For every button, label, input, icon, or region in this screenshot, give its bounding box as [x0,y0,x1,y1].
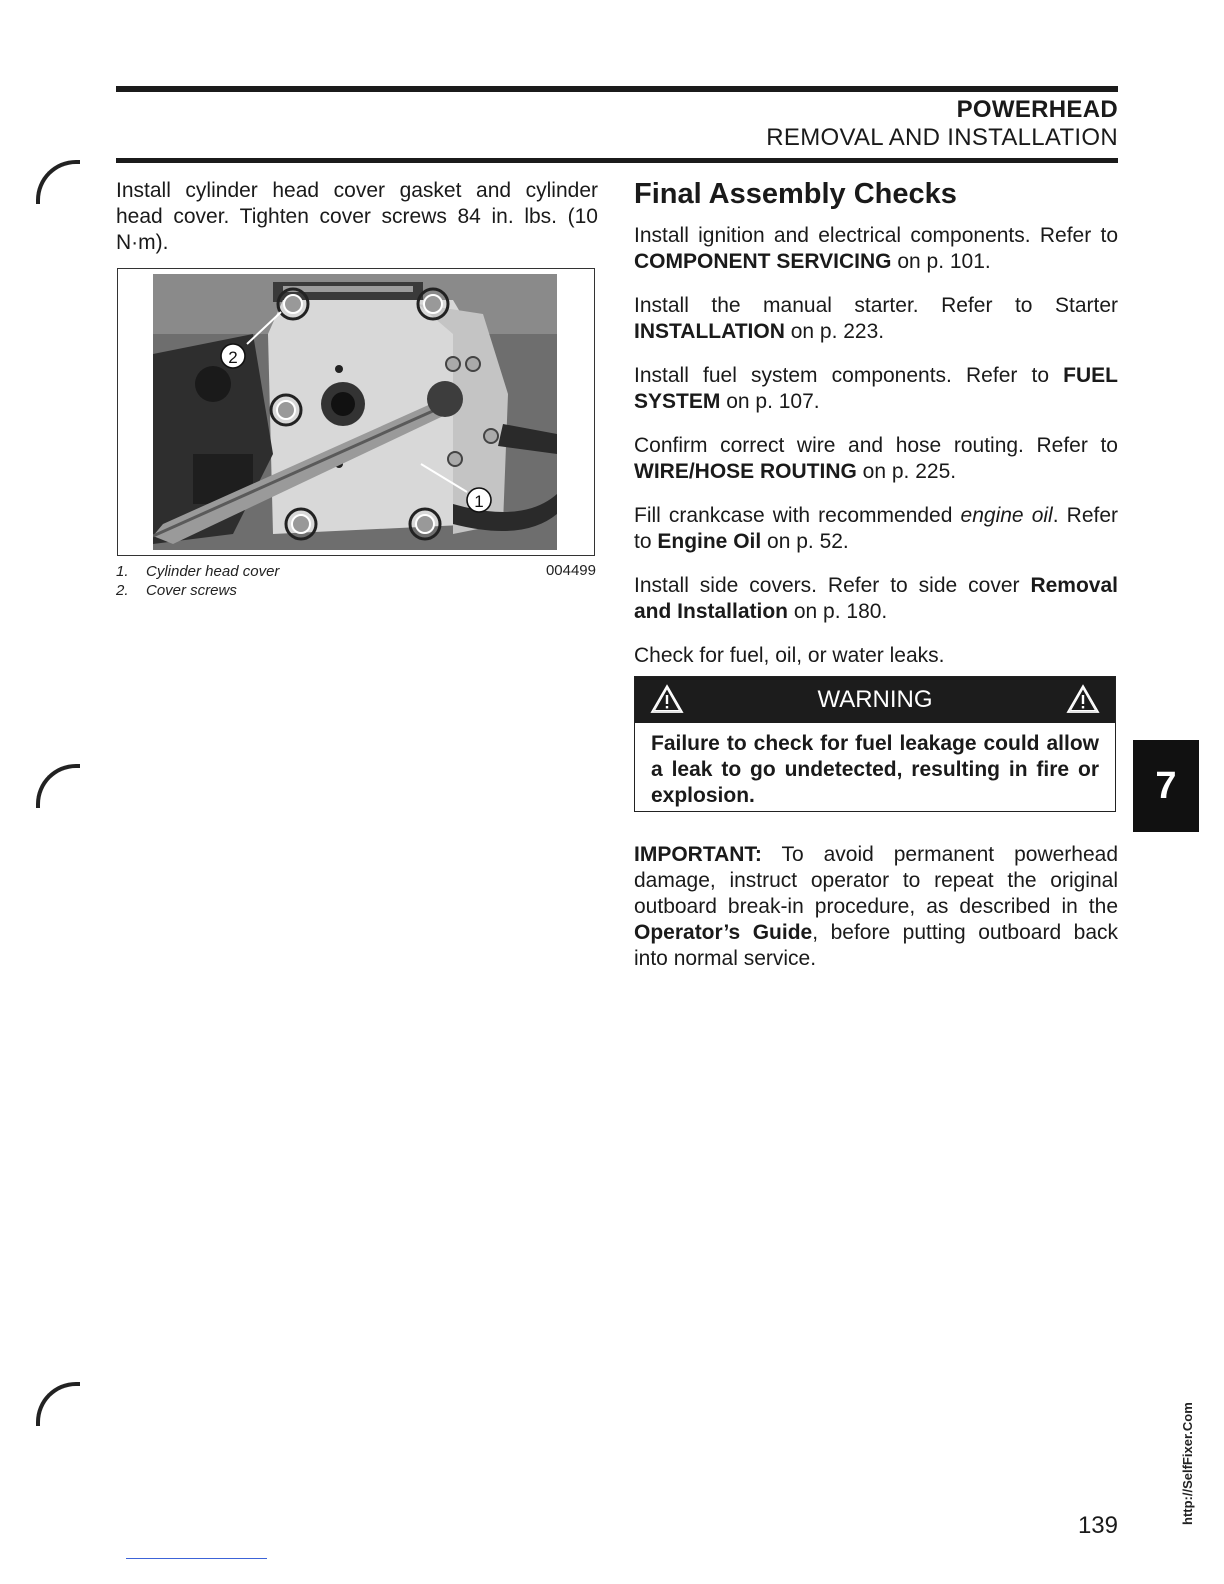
svg-text:1: 1 [474,492,484,511]
callout-1 [467,488,491,512]
footer-line [126,1558,267,1559]
important-label: IMPORTANT: [634,843,762,866]
cross-reference: Engine Oil [657,530,762,553]
cross-reference: WIRE/HOSE ROUTING [634,460,857,483]
warning-text: Failure to check for fuel leakage could allow a leak to go undetected, resulting in fire or explosion. [651,732,1099,807]
chapter-tab: 7 [1133,740,1199,832]
warning-label: WARNING [817,686,933,713]
figure-cylinder-head [117,268,595,556]
step-paragraph: Install side covers. Refer to side cover Removal and Installation on p. 180. [634,574,1118,623]
header-rule-bottom [116,158,1118,163]
important-note: IMPORTANT: To avoid permanent powerhead damage, instruct operator to repeat the original outboard break-in procedure, as described in the Operator’s Guide, before putting outboard back into normal service. [634,843,1119,970]
cross-reference: FUEL SYSTEM [634,364,1118,413]
step-paragraph: Install the manual starter. Refer to Starter INSTALLATION on p. 223. [634,294,1118,343]
left-column [116,178,598,256]
warning-box [634,676,1116,812]
caption-text: Cover screws [146,582,237,599]
step-paragraph: Confirm correct wire and hose routing. Refer to WIRE/HOSE ROUTING on p. 225. [634,434,1118,483]
step-paragraph: Fill crankcase with recommended engine oil. Refer to Engine Oil on p. 52. [634,504,1119,553]
caption-number: 1. [116,563,129,580]
caption-item [116,581,598,600]
step-paragraph: Install ignition and electrical components. Refer to COMPONENT SERVICING on p. 101. [634,224,1118,273]
caption-number: 2. [116,582,129,599]
cross-reference: Removal and Installation [634,574,1118,623]
cross-reference: Operator’s Guide [634,921,813,944]
section-title: Final Assembly Checks [634,178,957,210]
right-column [634,176,1118,687]
step-paragraph: Check for fuel, oil, or water leaks. [634,644,945,667]
binder-hole-mark [36,160,80,204]
cross-reference: INSTALLATION [634,320,785,343]
cross-reference: COMPONENT SERVICING [634,250,892,273]
step-paragraph: Install fuel system components. Refer to FUEL SYSTEM on p. 107. [634,364,1118,413]
intro-paragraph: Install cylinder head cover gasket and cylinder head cover. Tighten cover screws 84 in. lbs. (10 N·m). [116,179,598,254]
figure-captions [116,562,598,600]
header-title: POWERHEAD [956,96,1118,123]
caption-text: Cylinder head cover [146,563,280,580]
warning-header [635,677,1115,723]
binder-hole-mark [36,764,80,808]
header-rule-top [116,86,1118,92]
side-url-watermark: http://SelfFixer.Com [1180,1402,1195,1525]
warning-triangle-icon [1065,683,1101,715]
caption-item [116,562,598,581]
header-subtitle: REMOVAL AND INSTALLATION [766,124,1118,151]
callout-2 [221,344,245,368]
engine-photo [153,274,557,550]
figure-number: 004499 [545,562,596,579]
svg-text:2: 2 [228,348,238,367]
binder-hole-mark [36,1382,80,1426]
page-number: 139 [1077,1512,1118,1539]
